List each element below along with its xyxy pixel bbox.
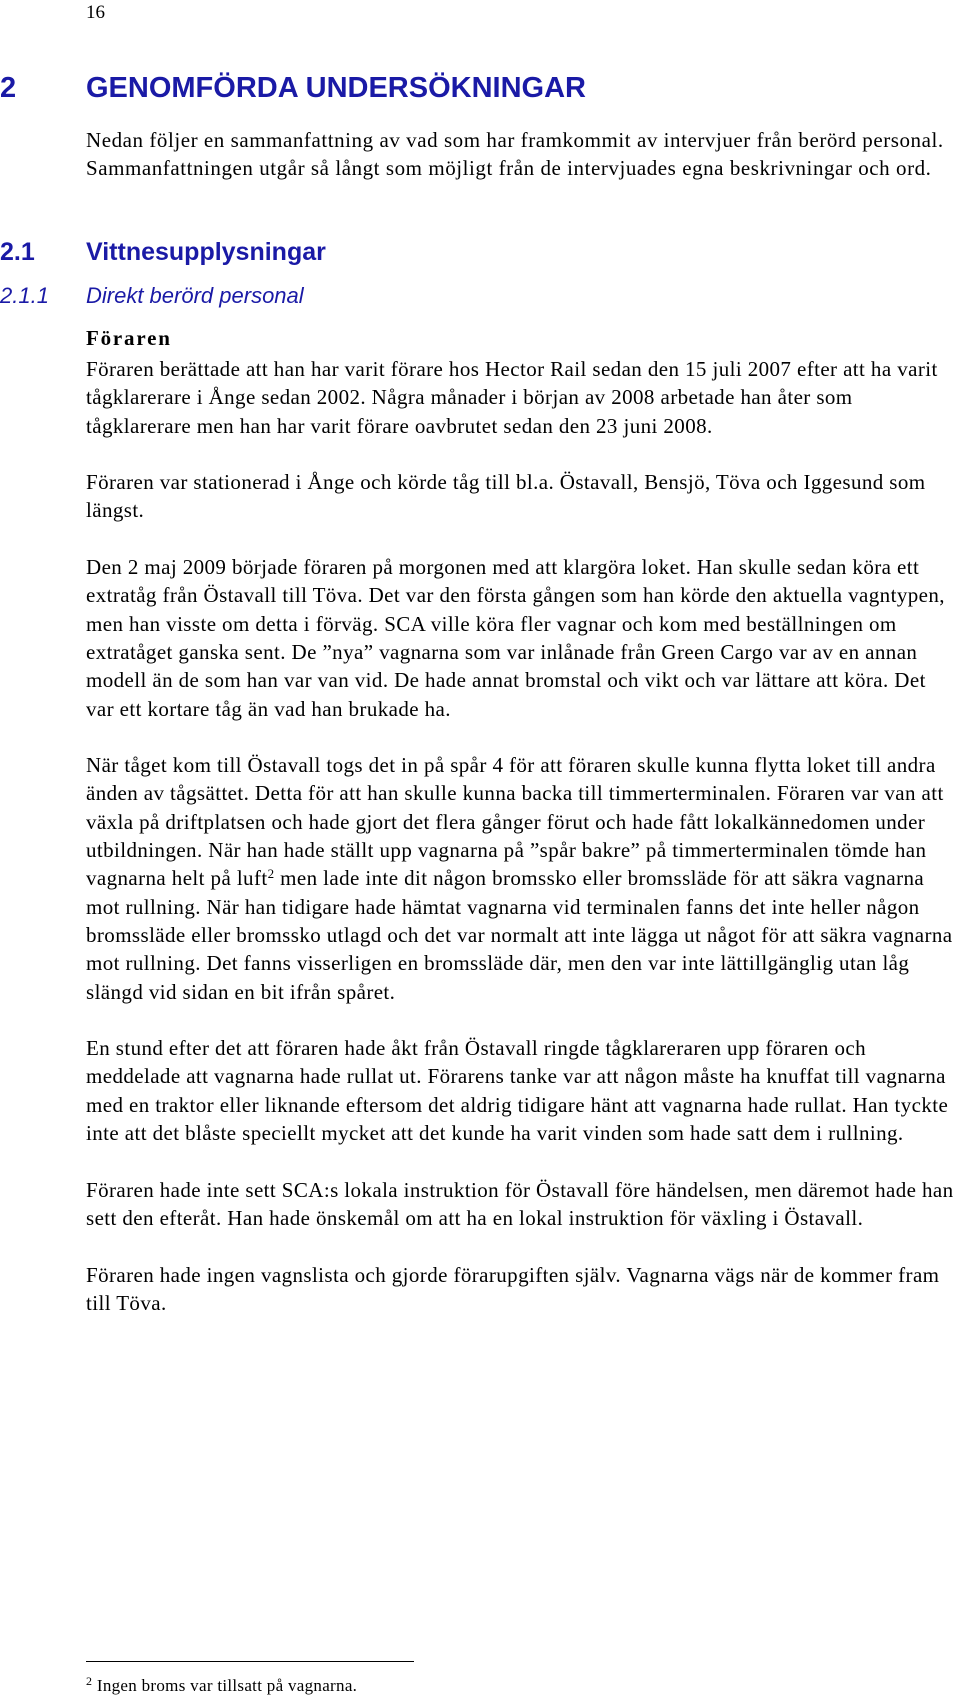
intro-paragraph: Nedan följer en sammanfattning av vad som har framkommit av intervjuer från berörd personal. Sammanfattningen utgår så långt som möjligt från de intervjuades egna beskrivningar och ord. (86, 128, 944, 181)
paragraph-with-footnote (86, 751, 958, 1006)
paragraph: Föraren berättade att han har varit förare hos Hector Rail sedan den 15 juli 2007 efter att ha varit tågklarerare i Ånge sedan 2002. Några månader i början av 2008 arbetade han åter som tågklarerare men han har varit förare oavbrutet sedan den 23 juni 2008. (86, 357, 938, 438)
section-title: Vittnesupplysningar (86, 238, 326, 266)
section-heading (0, 238, 326, 267)
footnote-divider (86, 1661, 414, 1662)
subsection-title: Direkt berörd personal (86, 283, 304, 308)
footnote-number: 2 (86, 1674, 93, 1688)
paragraph: Den 2 maj 2009 började föraren på morgonen med att klargöra loket. Han skulle sedan köra ett extratåg från Östavall till Töva. Det var den första gången som han körde den aktuella vagntypen, men han visste om detta i förväg. SCA ville köra fler vagnar och kom med beställningen om extratåget ganska sent. De ”nya” vagnarna som var inlånade från Green Cargo var av en annan modell än de som han var van vid. De hade annat bromstal och vikt och var lättare att köra. Det var ett kortare tåg än vad han brukade ha. (86, 555, 945, 721)
person-subheading: Föraren (86, 326, 172, 350)
paragraph: Föraren hade ingen vagnslista och gjorde förarupgiften själv. Vagnarna vägs när de kommer fram till Töva. (86, 1262, 940, 1315)
paragraph: En stund efter det att föraren hade åkt från Östavall ringde tågklareraren upp föraren och meddelade att vagnarna hade rullat ut. Förarens tanke var att någon måste ha knuffat till vagnarna med en traktor eller liknande eftersom det aldrig tidigare hänt att vagnarna hade rullat. Han tyckte inte att det blåste speciellt mycket att det kunde ha varit vinden som hade satt dem i rullning. (86, 1036, 949, 1146)
body-text (86, 355, 958, 1345)
page-number: 16 (86, 2, 105, 23)
section-number: 2.1 (0, 238, 35, 266)
chapter-heading (0, 72, 586, 105)
chapter-number: 2 (0, 72, 17, 104)
chapter-title: GENOMFÖRDA UNDERSÖKNINGAR (86, 72, 586, 104)
footnote (86, 1676, 357, 1696)
footnote-reference[interactable]: 2 (267, 866, 275, 882)
subsection-number: 2.1.1 (0, 283, 49, 308)
footnote-text: Ingen broms var tillsatt på vagnarna. (92, 1676, 358, 1695)
paragraph: Föraren hade inte sett SCA:s lokala instruktion för Östavall före händelsen, men däremot hade han sett den efteråt. Han hade önskemål om att ha en lokal instruktion för växling i Östavall. (86, 1177, 954, 1230)
paragraph: Föraren var stationerad i Ånge och körde tåg till bl.a. Östavall, Bensjö, Töva och Iggesund som längst. (86, 470, 926, 523)
subsection-heading (0, 283, 304, 309)
paragraph-text: men lade inte dit någon bromssko eller bromssläde för att säkra vagnarna mot rullning. När han tidigare hade hämtat vagnarna vid terminalen fanns det inte heller någon bromssläde eller bromssko utlagd och det var normalt att inte lägga ut något för att säkra vagnarna mot rullning. Det fanns visserligen en bromssläde där, men den var inte lättillgänglig utan låg slängd vid sidan en bit ifrån spåret. (86, 866, 953, 1004)
paragraph-text: När tåget kom till Östavall togs det in på spår 4 för att föraren skulle kunna flytta loket till andra änden av tågsättet. Detta för att han skulle kunna backa till timmerterminalen. Föraren var van att växla på driftplatsen och hade gjort det flera gånger förut och hade fått lokalkännedomen under utbildningen. När han hade ställt upp vagnarna på ”spår bakre” på timmerterminalen tömde han vagnarna helt på luft (86, 753, 944, 891)
